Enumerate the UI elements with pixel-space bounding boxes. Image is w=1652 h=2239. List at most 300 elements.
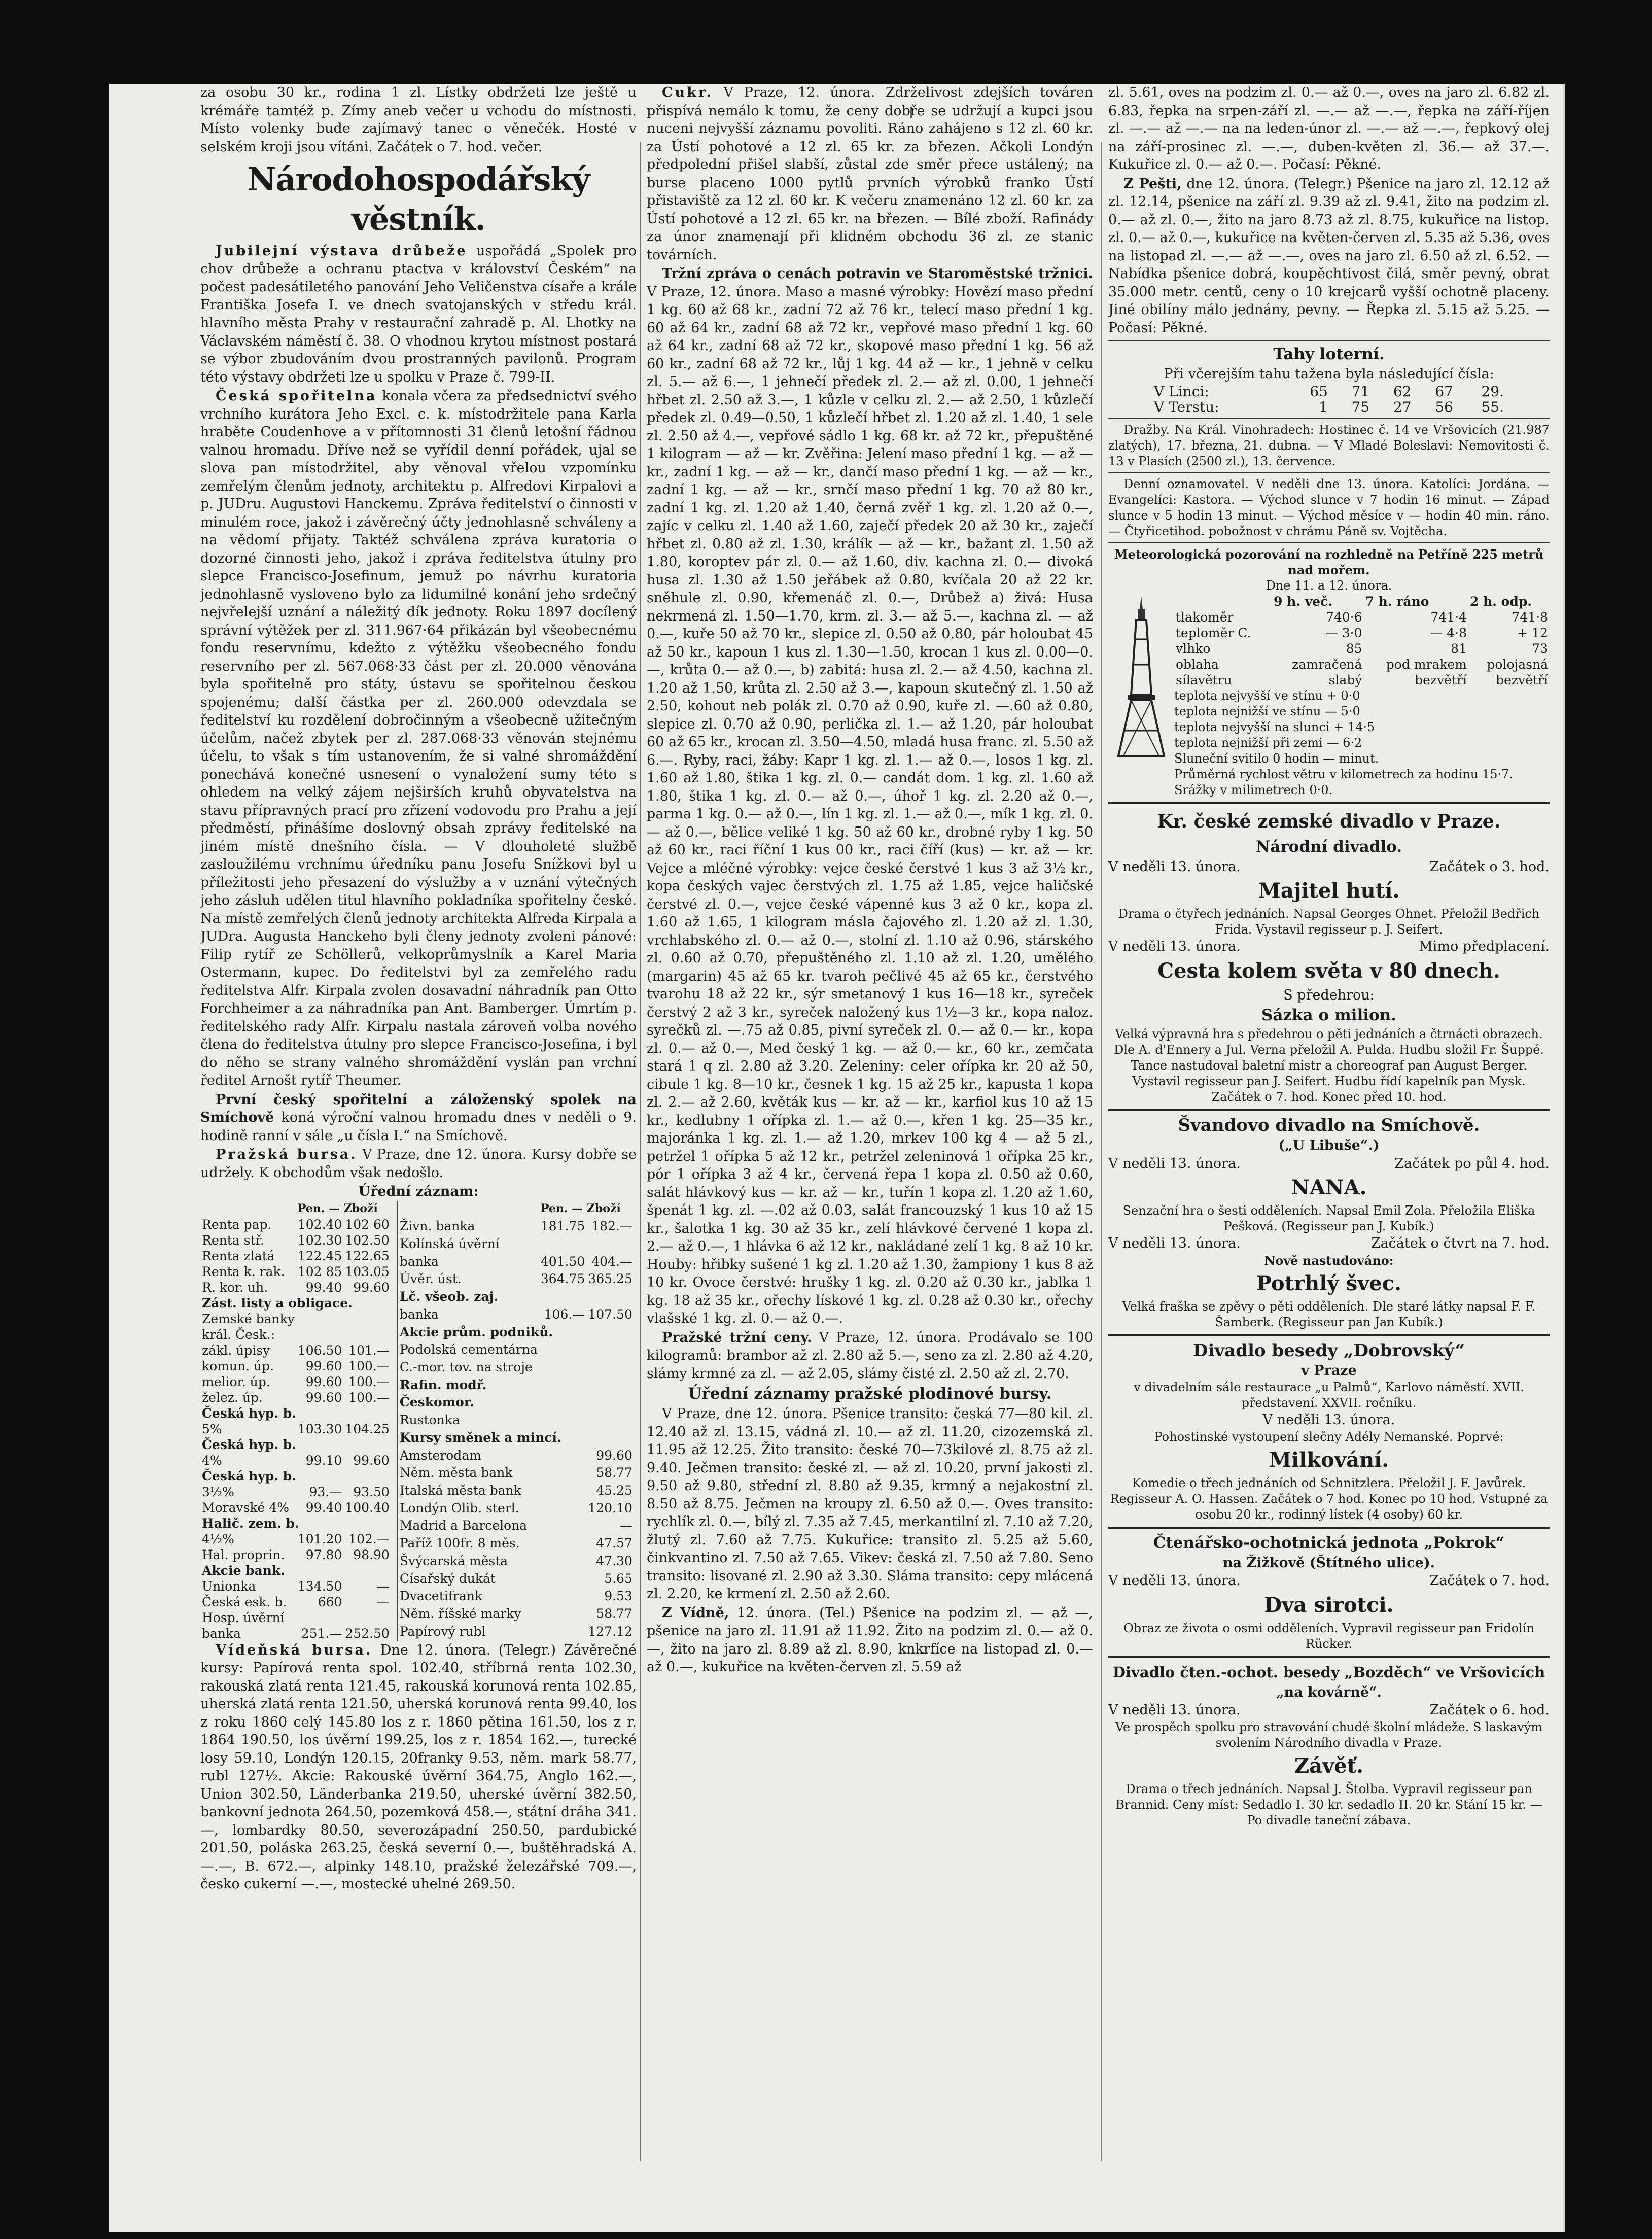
- row-value: [586, 1341, 634, 1359]
- row-value: 45.25: [596, 1483, 632, 1498]
- meteo-extra: [1174, 688, 1550, 798]
- row-label: Česká hyp. b.: [202, 1468, 296, 1484]
- column-rule-1: [640, 142, 641, 2161]
- table-row: [398, 1306, 637, 1324]
- play-title: Dva sirotci.: [1264, 1593, 1394, 1617]
- row-value: 102.30: [297, 1232, 342, 1248]
- article-market-report: Tržní zpráva o cenách potravin ve Staroměstské tržnici. V Praze, 12. února. Maso a masné výrobky: Hovězí maso přední 1 kg. 60 až 68 kr., zadní 72 až 76 kr., telecí maso přední 1 kg. 60 až 64 kr., zadní 68 až 72 kr., vepřové maso přední 1 kg. 60 až 64 kr., zadní 68 až 72 kr., skopové maso přední 1 kg. 56 až 60 kr., zadní 68 až 72 kr., lůj 1 kg. 44 až — kr., 1 jehně v celku zl. 5.— až 6.—, 1 jehnečí předek zl. 2.— až zl. 0.00, 1 jehnečí hřbet zl. 2.50 až 3.—, 1 kůzle v celku zl. 2.— až 2.50, 1 kůzlečí předek zl. 0.49—0.50, 1 kůzlečí hřbet zl. 1.20 až zl. 1.40, 1 sele zl. 2.50 až 4.—, vepřové sádlo 1 kg. 68 kr. až 72 kr., přepuštěné 1 kilogram — až — kr. Zvěřina: Jelení maso přední 1 kg. — až — kr., zadní 1 kg. — až — kr., dančí maso přední 1 kg. — až — kr., zadní 1 kg. — až — kr., srnčí maso přední 1 kg. 70 až 80 kr., zadní 1 kg. zl. 1.20 až 1.40, černá zvěř 1 kg. zl. 1.20 až 0.—, zajíc v celku zl. 1.40 až 1.60, zaječí předek 20 až 30 kr., zaječí hřbet zl. 0.80 až zl. 1.30, králík — až — kr., bažant zl. 1.50 až 1.80, koroptev pár zl. 0.— až 1.60, div. kachna zl. 0.— divoká husa zl. 1.30 až 1.50 jeřábek až 0.80, kvíčala 20 až 22 kr. sněhule zl. 0.90, křemenáč zl. 0.—, Drůbež a) živá: Husa nekrmená zl. 1.50—1.70, krm. zl. 3.— až 5.—, kachna zl. — až 0.—, kuře 50 až 70 kr., slepice zl. 0.50 až 0.80, pár holoubat 45 až 50 kr., kapoun 1 kus zl. 1.30—1.50, krocan 1 kus zl. 0.00—0.—, krůta 0.— až 0.—, b) zabitá: husa zl. 2.— až 4.50, kachna zl. 1.20 až 1.50, krůta zl. 2.50 až 3.—, kapoun skutečný zl. 1.50 až 2.50, kohout neb polák zl. 0.70 až 0.90, kuře zl. —.60 až 0.80, slepice zl. 0.70 až 0.90, perlička zl. 1.— až 1.20, pár holoubat 60 až 65 kr., krocan zl. 3.50—4.50, mladá husa franc. zl. 5.50 až 6.—. Ryby, raci, žáby: Kapr 1 kg. zl. 1.— až 0.—, losos 1 kg. zl. 1.60 až 1.80, štika 1 kg. zl. 0.— candát dom. 1 kg. zl. 1.60 až 1.80, štika 1 kg. zl. 0.— až 0.—, úhoř 1 kg. zl. 2.20 až 0.—, parma 1 kg. 0.— až 0.—, lín 1 kg. zl. 1.— až 0.—, mík 1 kg. zl. 0.— až 0.—, bělice veliké 1 kg. 50 až 60 kr., drobné ryby 1 kg. 50 až 60 kr., raci říční 1 kus 00 kr., raci číří (kus) — kr. až — kr. Vejce a mléčné výrobky: vejce české čerstvé 1 kus 3 až 3½ kr., kopa českých vajec čerstvých zl. 1.75 až 1.85, vejce haličské čerstvé zl. 0.—, vejce české vápenné kus 3 až 0 kr., kopa zl. 1.60 až 1.65, 1 kilogram másla čajového zl. 1.20 až zl. 1.30, vrchlabského zl. 0.— až 0.—, stolní zl. 1.10 až 0.96, stárského zl. 0.60 až 0.70, přepuštěného zl. 1.10 až zl. 1.20, umělého (margarin) 45 až 65 kr. tvaroh pečlivé 45 až 65 kr., čerstvého tvarohu 18 až 22 kr., sýr smetanový 1 kus 16—18 kr., syreček čerstvý 2 až 3 kr., syreček naložený kus 1½—3 kr., kopa naloz. syrečků zl. —.75 až 0.85, pivní syreček zl. 0.— až 0.— kr., kopa zl. 0.— až 0.—, Med český 1 kg. — až 0.— kr., 60 kr., zemčata stará 1 q zl. 2.80 až 3.20. Zeleniny: celer ořípka kr. 20 až 50, cibule 1 kg. 8—10 kr., česnek 1 kg. 15 až 25 kr., kapusta 1 kopa zl. 2.— až 2.60, květák kus — kr. až — kr., karfiol kus 10 až 15 kr., kedlubny 1 ořípka zl. 1.— až 0.—, křen 1 kg. 25—35 kr., majoránka 1 kg. zl. 1.— až 1.20, mrkev 100 kg 4 — až 5 zl., petržel 1 ořípka 5 až 12 kr., petržel zeleninová 1 ořípka 25 kr., pór 1 ořípka 3 až 4 kr., červená řepa 1 kopa zl. 0.50 až 0.60, salát hlávkový kus — kr. až — kr., tuřín 1 kopa zl. 1.20 až 1.60, špenát 1 kg. zl. —.02 až 0.03, salát francouzský 1 kus 10 až 15 kr., šalotka 1 kg. 30 až 35 kr., zelí hlávkové červené 1 kopa zl. 2.— až 0.—, 1 hlávka 6 až 12 kr., nakládané zelí 1 kg. 8 až 10 kr. Houby: hřibky sušené 1 kg zl. 1.20 až 1.30, žampiony 1 kus 8 až 10 kr. Ovoce čerstvé: hrušky 1 kg. zl. 0.20 až 0.30 kr., jablka 1 kg. 18 až 35 kr., ořechy lískové 1 kg. zl. 0.28 až 0.30 kr., ořechy vlašské 1 kg. zl. 0.— až 0.—.: [647, 266, 1093, 1326]
- table-row: [200, 1248, 397, 1264]
- row-value: 99.40: [305, 1500, 342, 1515]
- row-value: 134.50: [297, 1578, 342, 1594]
- row-value: polojasná: [1487, 657, 1548, 672]
- row-label: Renta stř.: [202, 1232, 264, 1248]
- row-value: [539, 1553, 586, 1571]
- row-label: Živn. banka: [398, 1218, 539, 1236]
- table-row: [398, 1359, 637, 1377]
- row-value: — 3·0: [1325, 625, 1362, 640]
- table-row: [200, 1626, 397, 1641]
- meteo-date: Dne 11. a 12. února.: [1266, 578, 1392, 593]
- row-value: 365.25: [588, 1271, 632, 1287]
- row-value: —: [376, 1578, 390, 1594]
- meteo-block: [1108, 594, 1550, 798]
- row-value: [634, 1394, 637, 1412]
- table-row: [200, 1390, 397, 1405]
- table-row: [398, 1483, 637, 1500]
- table-row: [398, 1430, 637, 1448]
- row-value: 99.60: [305, 1358, 342, 1373]
- row-label: banka: [398, 1306, 539, 1324]
- table-row: [1174, 657, 1550, 672]
- table-row: [200, 1515, 397, 1531]
- column-3: [1108, 84, 1550, 2184]
- row-label: Rafin. modř.: [398, 1377, 634, 1395]
- row-label: 4%: [202, 1453, 222, 1468]
- daily-announcer: Denní oznamovatel. V neděli dne 13. února. Katolíci: Jordána. — Evangelíci: Kastora. — Východ slunce v 7 hodin 16 minut. — Západ slunce v 5 hodin 13 minut. — Východ měsíce v — hodin 40 min. ráno. — Čtyřicetihod. pobožnost v chrámu Páně sv. Vojtěcha.: [1108, 476, 1550, 538]
- row-value: [296, 1327, 343, 1342]
- theatre-heading: Kr. české zemské divadlo v Praze.: [1157, 810, 1501, 832]
- row-label: Moravské 4%: [202, 1500, 290, 1515]
- column-1: [200, 84, 637, 2184]
- row-value: 122.45: [297, 1248, 342, 1263]
- play-title: Cesta kolem světa v 80 dnech.: [1157, 958, 1500, 983]
- article-prague-prices: Pražské tržní ceny. V Praze, 12. února. Prodávalo se 100 kilogramů: brambor až zl. 2.80 až 5.—, seno za zl. 2.80 až 4.20, slámy krmné za zl. — až 2.05, slámy čisté zl. 2.50 až zl. 2.70.: [647, 1329, 1093, 1382]
- meteo-extra-line: teplota nejvyšší ve stínu + 0·0: [1174, 688, 1360, 703]
- row-value: [634, 1430, 637, 1448]
- row-label: Papírový rubl: [398, 1624, 539, 1641]
- row-value: [343, 1311, 391, 1327]
- row-value: 101.—: [348, 1342, 390, 1358]
- row-label: Česká esk. b.: [202, 1594, 287, 1609]
- row-value: 47.30: [596, 1553, 632, 1568]
- row-value: 740·6: [1325, 609, 1362, 625]
- theatre-subheading: „na kovárně“.: [1276, 1684, 1382, 1700]
- row-label: oblaha: [1176, 657, 1219, 672]
- article-pest: Z Pešti, dne 12. února. (Telegr.) Pšenice na jaro zl. 12.12 až zl. 12.14, pšenice na září zl. 9.39 až zl. 9.41, žito na podzim zl. 0.— až zl. 0.—, žito na jaro 8.73 až zl. 8.75, kukuřice na listop. zl. 0.— až 0.—, kukuřice na květen-červen zl. 5.35 až 5.36, oves na listopad zl. —.— až —.—, oves na jaro zl. 6.50 až zl. 6.52. — Nabídka pšenice dobrá, koupěchtivost čilá, směr pevný, obrat 35.000 metr. centů, ceny o 10 krejcarů vyšší ochotně placeny. Jiné obilíny málo jednány, pevny. — Řepka zl. 5.15 až 5.25. — Počasí: Pěkné.: [1108, 176, 1550, 336]
- row-value: 182.—: [591, 1219, 632, 1234]
- row-value: 102.40: [297, 1217, 342, 1232]
- row-value: 404.—: [591, 1254, 632, 1269]
- play-description: Komedie o třech jednáních od Schnitzlera. Přeložil J. F. Javůrek. Regisseur A. O. Hassen. Začátek o 7 hod. Konec po 10 hod. Vstupné za osobu 20 kr., rodinný lístek (4 osoby) 60 kr.: [1110, 1475, 1548, 1522]
- table-row: [1174, 609, 1550, 625]
- meteo-heading: Meteorologická pozorování na rozhledně na Petříně 225 metrů nad mořem.: [1114, 546, 1544, 577]
- row-value: [539, 1500, 586, 1518]
- row-value: slabý: [1328, 672, 1362, 687]
- grain-heading: Úřední záznamy pražské plodinové bursy.: [688, 1385, 1052, 1403]
- table-row: [200, 1358, 397, 1374]
- table-row: [200, 1405, 397, 1421]
- table-row: [1174, 672, 1550, 688]
- table-row: [1174, 641, 1550, 657]
- row-value: 127.12: [588, 1624, 632, 1639]
- meteo-extra-line: teplota nejnižší ve stínu — 5·0: [1174, 704, 1360, 718]
- divider: [1108, 340, 1550, 341]
- row-value: 401.50: [540, 1254, 585, 1269]
- row-value: 100.—: [348, 1358, 390, 1373]
- row-label: Hosp. úvěrní: [202, 1610, 285, 1625]
- row-label: Švýcarská města: [398, 1553, 539, 1571]
- row-value: 103.05: [345, 1264, 390, 1279]
- table-row: [398, 1588, 637, 1606]
- row-value: 47.57: [596, 1536, 632, 1551]
- divider: [1108, 802, 1550, 804]
- theatre-date-row: V neděli 13. února. Začátek o 7. hod.: [1108, 1573, 1550, 1589]
- row-label: zákl. úpisy: [202, 1342, 270, 1358]
- meteo-table: 9 h. več. 7 h. ráno 2 h. odp. tlakoměr 740·6 741·4 741·8 teploměr C. — 3·0 — 4·8 + 12 vlhko 85 81 73 oblaha zamračená pod mrakem polojasná sílavětru slabý bezvětří bezvětří: [1174, 594, 1550, 688]
- table-row: [200, 1563, 397, 1578]
- row-value: 107.50: [588, 1306, 632, 1322]
- table-row: [398, 1254, 637, 1271]
- row-label: Zemské banky: [202, 1311, 295, 1326]
- row-label: komun. úp.: [202, 1358, 274, 1373]
- row-value: 99.60: [353, 1280, 390, 1295]
- row-label: Císařský dukát: [398, 1571, 539, 1589]
- table-row: [398, 1553, 637, 1571]
- play-title: Milkování.: [1269, 1448, 1389, 1472]
- row-value: zamračená: [1292, 657, 1362, 672]
- row-value: 99.60: [305, 1390, 342, 1405]
- lottery-row: V Terstu: 1 75 27 56 55.: [1154, 399, 1504, 415]
- row-value: [634, 1377, 637, 1395]
- row-value: 97.80: [305, 1547, 342, 1562]
- row-label: Akcie prům. podniků.: [398, 1324, 634, 1342]
- theatre-date-row: V neděli 13. února. Začátek o 3. hod.: [1108, 858, 1550, 875]
- table-row: [398, 1377, 637, 1395]
- row-value: 93.50: [353, 1484, 390, 1499]
- table-row: [200, 1437, 397, 1453]
- divider: [1108, 1656, 1550, 1658]
- row-value: [539, 1465, 586, 1483]
- table-row: [398, 1571, 637, 1589]
- row-value: [539, 1518, 586, 1535]
- divider: [1108, 472, 1550, 473]
- row-value: [539, 1359, 586, 1377]
- theatre-subheading: na Žižkově (Štítného ulice).: [1222, 1555, 1435, 1571]
- table-row: [398, 1289, 637, 1306]
- row-value: 99.60: [596, 1448, 632, 1463]
- table-row: [200, 1232, 397, 1248]
- row-value: [343, 1327, 391, 1342]
- row-label: Halič. zem. b.: [202, 1515, 299, 1531]
- row-label: Rustonka: [398, 1412, 539, 1430]
- row-label: Akcie bank.: [202, 1563, 285, 1578]
- row-value: 99.60: [353, 1453, 390, 1468]
- divider: [1108, 542, 1550, 543]
- play-title: Potrhlý švec.: [1256, 1271, 1402, 1295]
- row-label: Paříž 100fr. 8 měs.: [398, 1535, 539, 1553]
- meteo-extra-line: Průměrná rychlost větru v kilometrech za hodinu 15·7.: [1174, 767, 1513, 781]
- row-value: 741·4: [1430, 609, 1467, 625]
- theatre-date-row: V neděli 13. února. Začátek o čtvrt na 7. hod.: [1108, 1235, 1550, 1251]
- row-label: Zást. listy a obligace.: [202, 1295, 353, 1311]
- theatre-heading: Švandovo divadlo na Smíchově.: [1178, 1115, 1480, 1135]
- row-label: Něm. říšské marky: [398, 1606, 539, 1624]
- intro-paragraph: za osobu 30 kr., rodina 1 zl. Lístky obdržeti lze ještě u krémáře tamtéž p. Zímy aneb večer u vchodu do místnosti. Místo volenky bude zajímavý tanec o věnečék. Hosté v selském kroji jsou vítáni. Začátek o 7. hod. večer.: [200, 85, 637, 155]
- table-row: [200, 1217, 397, 1232]
- table-row: [200, 1342, 397, 1358]
- row-value: 85: [1346, 641, 1362, 656]
- row-label: Dvacetifrank: [398, 1588, 539, 1606]
- row-label: Úvěr. úst.: [398, 1271, 539, 1289]
- bourse-table-right: Pen. — Zboží Živn. banka 181.75 182.— Kolínská úvěrní banka 401.50 404.— Úvěr. úst. 364.75 365.25 Lč. všeob. zaj. banka 106.— 107.50 Akcie prům. podniků. Podolská cementárna C.-mor. tov. na stroje Rafin. modř. Českomor. Rustonka Kursy směnek a mincí. Amsterodam 99.60 Něm. města bank 58.77 Italská města bank 45.25 Londýn Olib. sterl. 120.10 Madrid a Barcelona — Paříž 100fr. 8 měs. 47.57 Švýcarská města 47.30 Císařský dukát 5.65 Dvacetifrank 9.53 Něm. říšské marky 58.77 Papírový rubl 127.12: [397, 1201, 637, 1641]
- row-value: 741·8: [1512, 609, 1548, 625]
- row-value: 99.60: [305, 1374, 342, 1389]
- row-label: vlhko: [1176, 641, 1211, 656]
- row-value: 120.10: [588, 1500, 632, 1515]
- article-savings-bank: Česká spořitelna konala včera za předsednictví svého vrchního kurátora Jeho Excl. c. k. místodržitele pana Karla hraběte Coudenhove a v přítomnosti 31 členů letošní řádnou valnou hromadu. Dříve než se vyřídil denní pořádek, ujal se slova pan místodržitel, aby věnoval vřelou vzpomínku zemřelým členům jednoty, architektu p. Alfredovi Kirpalovi a p. JUDru. Augustovi Hanckemu. Zpráva ředitelství o činnosti v minulém roce, jakož i závěrečný účty jednohlasně schváleny a na vědomí přijaty. Taktéž schválena zpráva kuratoria o dozorné činnosti jeho, jakož i zpráva ředitelstva útulny pro slepce Francisco-Josefinum, jemuž po návrhu kuratoria jednohlasně vysloveno bylo za lidumilné konání jeho srdečný nejvřelejší uznání a náležitý dík jednoty. Roku 1897 docílený správní výtěžek per zl. 311.967·64 přikázán byl všeobecnému fondu reservnímu, kdežto z výtěžku všeobecného fondu reservního per zl. 567.068·33 část per zl. 20.000 věnována byla spořitelně pro státy, ústavu se spořitelnou českou spojenému; další částka per zl. 260.000 odevzdala se ředitelství ku rozdělení dobročinným a všeobecně užitečným účelům, načež zbytek per zl. 287.068·33 věnován stejnému účelu, to však s tím ustanovením, že si valné shromáždění ponechává konečné usnesení o vynaložení sumy této s ohledem na velký zájem nejširších kruhů obyvatelstva na stavu přípravných prací pro zřízení vodovodu pro Prahu a její předměstí, přinášíme doslovný obsah zprávy ředitelské na jiném místě dnešního čísla. — V dlouholeté službě zasloužilému vrchnímu úředníku panu Josefu Snížkovi byl u příležitosti jeho přesazení do výslužby a v uznání výtečných jeho zásluh udělen titul hlavního pokladníka spořitelny české. Na místě zemřelých členů jednoty architekta Alfreda Kirpala a JUDra. Augusta Hanckeho byli členy jednoty zvoleni pánové: Filip rytíř ze Schöllerů, velkoprůmyslník a Karel Maria Ostermann, kupec. Do ředitelstvi byl za zemřelého radu ředitelstva Alfr. Kirpala zvolen dosavadní náhradník pan Otto Forchheimer a za náhradníka pan Ant. Bamberger. Úmrtím p. ředitelského rady Alfr. Kirpalu nastala zároveň volba nového člena do ředitelstva útulny pro slepce Francisco-Josefina, i byl do něho se strany valného shromáždění vyslán pan vrchní ředitel Arnošt rytíř Theumer.: [200, 388, 637, 1088]
- theatre-heading: Čtenářsko-ochotnická jednota „Pokrok“: [1153, 1533, 1505, 1552]
- play-description: Velká výpravná hra s předehrou o pěti jednáních a čtrnácti obrazech. Dle A. d'Ennery a Jul. Verna přeložil A. Pulda. Hudbu složil Fr. Šuppé. Tance nastudoval baletní mistr a choreograf pan August Berger. Vystavil regisseur pan J. Seifert. Hudbu řídí kapelník pan Mysk. Začátek o 7. hod. Konec před 10. hod.: [1114, 1027, 1544, 1104]
- row-value: 99.10: [305, 1453, 342, 1468]
- table-row: [398, 1606, 637, 1624]
- row-label: Renta k. rak.: [202, 1264, 285, 1279]
- row-label: Hal. proprin.: [202, 1547, 285, 1562]
- row-label: tlakoměr: [1176, 609, 1234, 625]
- row-value: 100.—: [348, 1390, 390, 1405]
- row-label: Česká hyp. b.: [202, 1405, 296, 1421]
- row-value: [539, 1412, 586, 1430]
- lottery-intro: Při včerejším tahu tažena byla následující čísla:: [1164, 366, 1494, 382]
- row-value: — 4·8: [1430, 625, 1467, 640]
- row-value: 99.40: [305, 1280, 342, 1295]
- row-label: melior. úp.: [202, 1374, 270, 1389]
- play-description: Drama o čtyřech jednáních. Napsal Georges Ohnet. Přeložil Bedřich Frida. Vystavil regisseur p. J. Seifert.: [1118, 907, 1540, 937]
- row-value: bezvětří: [1496, 672, 1548, 687]
- row-label: Českomor.: [398, 1394, 634, 1412]
- table-row: [200, 1453, 397, 1468]
- theatre-subheading: Národní divadlo.: [1255, 837, 1402, 856]
- play-title: Majitel hutí.: [1258, 879, 1400, 903]
- divider: [1108, 418, 1550, 419]
- theatre-heading: Divadlo besedy „Dobrovský“: [1192, 1340, 1465, 1361]
- theatre-description: Pohostinské vystoupení slečny Adély Nemanské. Poprvé:: [1154, 1429, 1504, 1444]
- divider: [1108, 1527, 1550, 1529]
- table-row: [398, 1394, 637, 1412]
- meteo-extra-line: Srážky v milimetrech 0·0.: [1174, 782, 1333, 797]
- row-value: [539, 1571, 586, 1589]
- column-rule-2: [1101, 142, 1102, 2161]
- table-row: [200, 1531, 397, 1547]
- row-value: 103.30: [297, 1421, 342, 1436]
- row-label: Italská města bank: [398, 1483, 539, 1500]
- table-row: [398, 1518, 637, 1535]
- row-value: [343, 1610, 391, 1626]
- row-value: 102 60: [345, 1217, 390, 1232]
- row-value: [539, 1483, 586, 1500]
- table-row: [398, 1448, 637, 1465]
- table-row: [398, 1218, 637, 1236]
- row-value: 101.20: [297, 1531, 342, 1546]
- row-value: 100.—: [348, 1374, 390, 1389]
- article-prague-bourse: Pražská bursa. V Praze, dne 12. února. Kursy dobře se udržely. K obchodům však nedošlo.: [200, 1147, 637, 1181]
- row-label: Podolská cementárna: [398, 1341, 539, 1359]
- row-value: 81: [1451, 641, 1467, 656]
- row-value: 106.—: [544, 1306, 585, 1322]
- meteo-extra-line: teplota nejvyšší na slunci + 14·5: [1174, 719, 1375, 734]
- row-value: 102 85: [297, 1264, 342, 1279]
- row-value: 251.—: [301, 1626, 342, 1641]
- table-row: [398, 1341, 637, 1359]
- row-value: pod mrakem: [1386, 657, 1467, 672]
- row-label: želez. úp.: [202, 1390, 263, 1405]
- table-row: [200, 1500, 397, 1515]
- petrin-tower-icon: [1108, 594, 1174, 761]
- row-value: bezvětří: [1415, 672, 1467, 687]
- table-row: [200, 1594, 397, 1610]
- play-title: Závěť.: [1294, 1753, 1364, 1778]
- row-label: banka: [398, 1254, 539, 1271]
- play-description: Drama o třech jednáních. Napsal J. Štolba. Vypravil regisseur pan Brannid. Ceny míst: Sedadlo I. 30 kr. sedadlo II. 20 kr. Stání 15 kr. — Po divadle taneční zábava.: [1115, 1781, 1542, 1828]
- row-value: 73: [1532, 641, 1548, 656]
- section-heading: Národohospodářský věstník.: [247, 161, 590, 237]
- lottery-row: V Linci: 65 71 62 67 29.: [1154, 383, 1504, 399]
- lottery-heading: Tahy loterní.: [1273, 345, 1385, 363]
- row-value: 364.75: [540, 1271, 585, 1287]
- row-value: [539, 1535, 586, 1553]
- article-smichov-bank: První český spořitelní a záloženský spolek na Smíchově koná výroční valnou hromadu dnes v neděli o 9. hodině ranní v sále „u čísla I.“ na Smíchově.: [200, 1091, 637, 1144]
- row-value: [539, 1606, 586, 1624]
- play-title: NANA.: [1291, 1176, 1367, 1199]
- bourse-table-left: Pen. — Zboží Renta pap. 102.40 102 60 Renta stř. 102.30 102.50 Renta zlatá 122.45 122.65 Renta k. rak. 102 85 103.05 R. kor. uh. 99.40 99.60 Zást. listy a obligace. Zemské banky král. Česk.: zákl. úpisy 106.50 101.— komun. úp. 99.60 100.— melior. úp. 99.60 100.— želez. úp. 99.60 100.— Česká hyp. b. 5% 103.30 104.25 Česká hyp. b. 4% 99.10 99.60 Česká hyp. b. 3½% 93.— 93.50 Moravské 4% 99.40 100.40 Halič. zem. b. 4½% 101.20 102.— Hal. proprin. 97.80 98.90 Akcie bank. Unionka 134.50 — Česká esk. b. 660 — Hosp. úvěrní banka 251.— 252.50: [200, 1201, 397, 1641]
- row-value: 181.75: [540, 1219, 585, 1234]
- table-row: [200, 1295, 397, 1311]
- row-value: [586, 1359, 634, 1377]
- table-row: [200, 1280, 397, 1295]
- row-value: [586, 1236, 634, 1254]
- table-row: [200, 1374, 397, 1390]
- theatre-subheading: („U Libuše“.): [1278, 1138, 1380, 1153]
- row-value: 102.50: [345, 1232, 390, 1248]
- play-note: Nově nastudováno:: [1264, 1253, 1394, 1268]
- table-row: [200, 1264, 397, 1280]
- row-value: 104.25: [345, 1421, 390, 1436]
- table-title: Úřední záznam:: [358, 1184, 479, 1199]
- table-row: [398, 1465, 637, 1483]
- auctions: Dražby. Na Král. Vinohradech: Hostinec č. 14 ve Vršovicích (21.987 zlatých), 17. března, 21. dubna. — V Mladé Boleslavi: Nemovitosti č. 13 v Plasích (2500 zl.), 13. července.: [1108, 422, 1550, 468]
- table-row: [200, 1578, 397, 1594]
- row-label: Unionka: [202, 1578, 256, 1594]
- theatre-date-row: V neděli 13. února. Začátek o 6. hod.: [1108, 1702, 1550, 1718]
- row-label: Londýn Olib. sterl.: [398, 1500, 539, 1518]
- row-value: 98.90: [353, 1547, 390, 1562]
- divider: [1108, 1109, 1550, 1111]
- play-description: Obraz ze života o osmi odděleních. Vypravil regisseur pan Fridolín Rücker.: [1123, 1621, 1534, 1651]
- table-row: [398, 1271, 637, 1289]
- row-value: 5.65: [604, 1571, 632, 1586]
- article-sugar: Cukr. V Praze, 12. února. Zdrželivost zdejších továren přispívá nemálo k tomu, že ceny dobře se udržují a kupci jsou nuceni nejvyšší záznamu povoliti. Ráno zahájeno s 12 zl. 60 kr. za Ústí pohotové a 12 zl. 65 kr. za březen. Ačkoli Londýn předpolední přišel slabší, zůstal zde směr přece ustálený; na burse placeno 1000 pytlů prvních výrobků franko Ústí přistaviště za 12 zl. 60 kr. K večeru znamenáno 12 zl. 60 kr. za Ústí pohotové a 12 zl. 65 kr. na březen. — Bílé zboží. Rafinády za únor znamenají při klidném obchodu 36 zl. ze stanic továrních.: [647, 85, 1093, 263]
- meteo-extra-line: teplota nejnižší při zemi — 6·2: [1174, 735, 1362, 750]
- row-value: 100.40: [345, 1500, 390, 1515]
- theatre-date: V neděli 13. února.: [1262, 1412, 1395, 1428]
- row-value: —: [619, 1518, 632, 1533]
- row-label: 3½%: [202, 1484, 234, 1499]
- row-label: Renta pap.: [202, 1217, 272, 1232]
- row-value: 122.65: [345, 1248, 390, 1263]
- row-label: Renta zlatá: [202, 1248, 275, 1263]
- row-value: —: [376, 1594, 390, 1609]
- theatre-heading: Divadlo čten.-ochot. besedy „Bozděch“ ve Vršovicích: [1112, 1663, 1545, 1681]
- row-value: [539, 1448, 586, 1465]
- table-row: [398, 1236, 637, 1254]
- table-row: [1174, 625, 1550, 641]
- row-value: 252.50: [345, 1626, 390, 1641]
- article-vienna-grain-cont: zl. 5.61, oves na podzim zl. 0.— až 0.—, oves na jaro zl. 6.82 zl. 6.83, řepka na srpen-září zl. —.— až —.—, řepka na září-říjen zl. —.— až —.— na na leden-únor zl. —.— až —.—, řepkový olej na září-prosinec zl. —.—, duben-květen zl. 36.— až 37.—. Kukuřice zl. 0.— až 0.—. Počasí: Pěkné.: [1108, 85, 1550, 173]
- theatre-description: Ve prospěch spolku pro stravování chudé školní mládeže. S laskavým svolením Národního divadla v Praze.: [1115, 1719, 1543, 1750]
- table-row: [200, 1610, 397, 1626]
- bourse-table: [200, 1201, 637, 1641]
- article-vienna-grain: Z Vídně, 12. února. (Tel.) Pšenice na podzim zl. — až —, pšenice na jaro zl. 11.91 až 11.92. Žito na podzim zl. 0.— až 0.—, žito na jaro zl. 8.89 až zl. 8.90, knkrfíce na listopad zl. 0.— až 0.—, kukuřice na květen-červen zl. 5.59 až: [647, 1605, 1093, 1675]
- row-value: 58.77: [596, 1465, 632, 1480]
- row-value: [539, 1624, 586, 1641]
- play-description: Senzační hra o šesti odděleních. Napsal Emil Zola. Přeložila Eliška Pešková. (Regisseur pan J. Kubík.): [1122, 1203, 1535, 1233]
- row-label: král. Česk.:: [202, 1327, 275, 1342]
- table-row: [398, 1324, 637, 1342]
- row-label: C.-mor. tov. na stroje: [398, 1359, 539, 1377]
- row-value: [586, 1412, 634, 1430]
- table-row: [200, 1484, 397, 1500]
- row-value: + 12: [1517, 625, 1548, 640]
- meteo-extra-line: Sluneční svitilo 0 hodin — minut.: [1174, 751, 1379, 766]
- row-value: 660: [318, 1594, 342, 1609]
- row-value: [296, 1610, 343, 1626]
- row-label: banka: [202, 1626, 241, 1641]
- row-label: teploměr C.: [1176, 625, 1251, 640]
- row-label: R. kor. uh.: [202, 1280, 268, 1295]
- play-subtitle: S předehrou:: [1283, 987, 1375, 1003]
- row-value: [634, 1289, 637, 1306]
- row-value: 102.—: [348, 1531, 390, 1546]
- row-label: Něm. města bank: [398, 1465, 539, 1483]
- row-label: Kursy směnek a mincí.: [398, 1430, 634, 1448]
- divider: [1108, 1334, 1550, 1336]
- table-row: [398, 1500, 637, 1518]
- table-row: [200, 1421, 397, 1437]
- table-row: [200, 1327, 397, 1342]
- row-label: Amsterodam: [398, 1448, 539, 1465]
- table-row: [398, 1535, 637, 1553]
- row-value: [296, 1311, 343, 1327]
- article-poultry: Jubilejní výstava drůbeže uspořádá „Spolek pro chov drůbeže a ochranu ptactva v království Českém“ na počest padesátiletého panování Jeho Veličenstva císaře a krále Františka Josefa I. ve dnech svatojanských v středu král. hlavního města Prahy v restaurační zahradě p. Al. Lhotky na Václavském náměstí č. 38. O vhodnou krytou místnost postará se výbor zbudováním dvou prostranných pavilonů. Program této výstavy obdržeti lze u spolku v Praze č. 799-II.: [200, 243, 637, 385]
- row-value: 93.—: [309, 1484, 342, 1499]
- theatre-subheading: v Praze: [1301, 1362, 1357, 1379]
- theatre-date-row: V neděli 13. února. Začátek po půl 4. hod.: [1108, 1155, 1550, 1172]
- table-row: [200, 1311, 397, 1327]
- table-row: [200, 1547, 397, 1563]
- table-row: [398, 1412, 637, 1430]
- column-2: [647, 84, 1093, 2184]
- table-row: [200, 1468, 397, 1484]
- article-grain: V Praze, dne 12. února. Pšenice transito: česká 77—80 kil. zl. 12.40 až zl. 13.15, vádná zl. 10.— až zl. 11.20, cizozemská zl. 11.95 až 12.25. Žito transito: české 70—73kilové zl. 8.75 až zl. 9.40. Ječmen transito: české zl. — až zl. 10.20, první jakosti zl. 9.50 až 9.80, střední zl. 8.80 až 9.35, krmný a nejakostní zl. 8.50 až 8.75. Ječmen na kroupy zl. 6.50 až 0.—. Oves transito: rychlík zl. 0.—, bílý zl. 7.35 až 7.45, merkantilní zl. 7.10 až 7.20, žlutý zl. 7.60 až 7.75. Kukuřice: transito zl. 5.25 až 5.60, činkvantino zl. 7.50 až 7.65. Vikev: česká zl. 7.50 až 7.80. Seno transito: lisované zl. 2.90 až 3.30. Sláma transito: cepy mlácená zl. 2.20, ke krmení zl. 2.50 až 2.60.: [647, 1406, 1093, 1602]
- theatre-date-row: V neděli 13. února. Mimo předplacení.: [1108, 939, 1550, 954]
- row-value: [539, 1341, 586, 1359]
- play-title: Sázka o milion.: [1261, 1006, 1397, 1024]
- row-label: Lč. všeob. zaj.: [398, 1289, 634, 1306]
- lottery-table: [1152, 384, 1505, 415]
- row-label: Kolínská úvěrní: [398, 1236, 539, 1254]
- row-label: Madrid a Barcelona: [398, 1518, 539, 1535]
- row-value: [634, 1324, 637, 1342]
- table-row: [398, 1624, 637, 1641]
- row-value: [539, 1236, 586, 1254]
- row-value: 58.77: [596, 1606, 632, 1622]
- row-value: [539, 1588, 586, 1606]
- row-label: Česká hyp. b.: [202, 1437, 296, 1452]
- row-label: 5%: [202, 1421, 222, 1436]
- row-label: 4½%: [202, 1531, 234, 1546]
- row-label: sílavětru: [1176, 672, 1232, 687]
- theatre-description: v divadelním sále restaurace „u Palmů“, Karlovo náměstí. XVII. představení. XXVII. ročníku.: [1134, 1380, 1524, 1410]
- row-value: 106.50: [297, 1342, 342, 1358]
- article-vienna-bourse: Vídeňská bursa. Dne 12. února. (Telegr.) Závěrečné kursy: Papírová renta spol. 102.40, stříbrná renta 102.30, rakouská zlatá renta 121.45, rakouská korunová renta 102.85, uherská zlatá renta 121.50, uherská korunová renta 99.40, los z roku 1860 celý 145.80 los z r. 1860 pětina 161.50, los z r. 1864 190.50, los úvěrní 199.25, los z r. 1854 162.—, turecké losy 59.10, Londýn 120.15, 20franky 9.53, něm. mark 58.77, rubl 127½. Akcie: Rakouské úvěrní 364.75, Anglo 162.—, Union 302.50, Länderbanka 219.50, uherské úvěrní 382.50, bankovní jednota 264.50, pozemková 458.—, státní dráha 341.—, lombardky 80.50, severozápadní 250.50, pardubické 201.50, poláska 263.25, česká severní 0.—, buštěhradská A. —.—, B. 672.—, alpinky 148.10, pražské železářské 709.—, česko cukerní —.—, mostecké uhelné 269.50.: [200, 1642, 637, 1892]
